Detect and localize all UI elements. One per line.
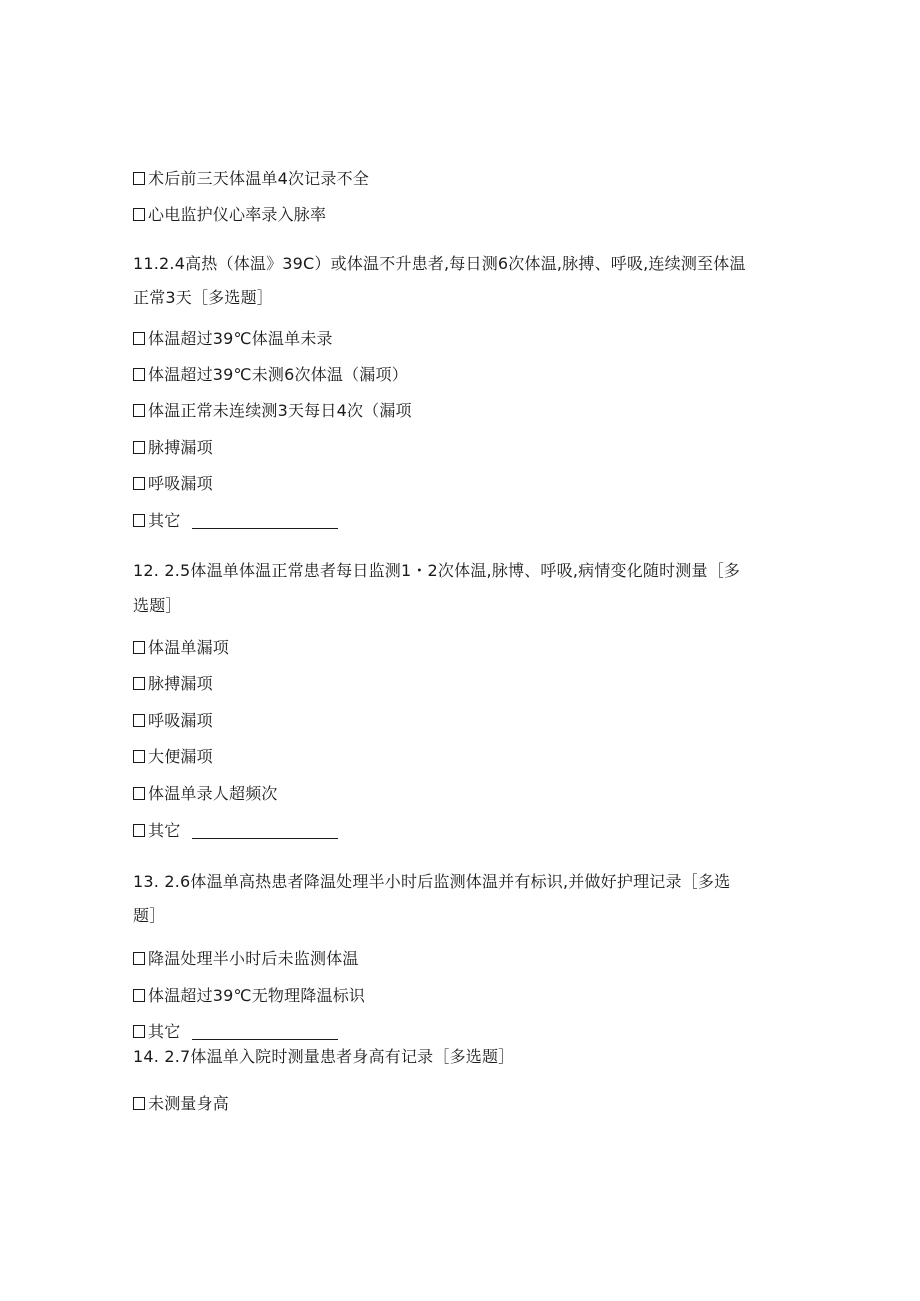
checkbox-icon[interactable] bbox=[133, 952, 145, 965]
checkbox-option[interactable] bbox=[133, 169, 369, 189]
checkbox-icon[interactable] bbox=[133, 332, 145, 345]
option-label: 降温处理半小时后未监测体温 bbox=[148, 949, 359, 968]
question-title: 11.2.4高热（体温》39C）或体温不升患者,每日测6次体温,脉搏、呼吸,连续测至体温 bbox=[133, 254, 746, 273]
other-input-field[interactable] bbox=[192, 514, 338, 529]
checkbox-option-other[interactable] bbox=[133, 511, 338, 531]
question-title: 14. 2.7体温单入院时测量患者身高有记录［多选题］ bbox=[133, 1047, 515, 1066]
option-label: 体温超过39℃体温单未录 bbox=[148, 329, 333, 348]
checkbox-icon[interactable] bbox=[133, 989, 145, 1002]
checkbox-option[interactable] bbox=[133, 365, 408, 385]
checkbox-icon[interactable] bbox=[133, 787, 145, 800]
question-title-cont: 选题］ bbox=[133, 596, 182, 615]
other-input-field[interactable] bbox=[192, 824, 338, 839]
checkbox-icon[interactable] bbox=[133, 441, 145, 454]
checkbox-option-other[interactable] bbox=[133, 1022, 338, 1042]
question-title: 12. 2.5体温单体温正常患者每日监测1・2次体温,脉博、呼吸,病情变化随时测量［多 bbox=[133, 561, 741, 580]
question-title: 13. 2.6体温单高热患者降温处理半小时后监测体温并有标识,并做好护理记录［多选 bbox=[133, 872, 731, 891]
checkbox-icon[interactable] bbox=[133, 514, 145, 527]
checkbox-option[interactable] bbox=[133, 711, 213, 731]
option-label: 其它 bbox=[148, 821, 181, 840]
checkbox-icon[interactable] bbox=[133, 172, 145, 185]
checkbox-icon[interactable] bbox=[133, 824, 145, 837]
checkbox-option[interactable] bbox=[133, 949, 359, 969]
checkbox-icon[interactable] bbox=[133, 750, 145, 763]
option-label: 体温单录人超频次 bbox=[148, 784, 278, 803]
question-title-cont: 题］ bbox=[133, 906, 166, 925]
option-label: 体温超过39℃未测6次体温（漏项） bbox=[148, 365, 408, 384]
option-label: 术后前三天体温单4次记录不全 bbox=[148, 169, 369, 188]
option-label: 脉搏漏项 bbox=[148, 438, 213, 457]
checkbox-option[interactable] bbox=[133, 474, 213, 494]
checkbox-option[interactable] bbox=[133, 674, 213, 694]
checkbox-option[interactable] bbox=[133, 1094, 229, 1114]
option-label: 大便漏项 bbox=[148, 747, 213, 766]
checkbox-icon[interactable] bbox=[133, 641, 145, 654]
checkbox-option-other[interactable] bbox=[133, 821, 338, 841]
checkbox-option[interactable] bbox=[133, 986, 365, 1006]
checkbox-option[interactable] bbox=[133, 329, 333, 349]
checkbox-icon[interactable] bbox=[133, 404, 145, 417]
option-label: 体温单漏项 bbox=[148, 638, 230, 657]
checkbox-option[interactable] bbox=[133, 401, 412, 421]
other-input-field[interactable] bbox=[192, 1025, 338, 1040]
option-label: 体温超过39℃无物理降温标识 bbox=[148, 986, 366, 1005]
option-label: 其它 bbox=[148, 1022, 181, 1041]
option-label: 其它 bbox=[148, 511, 181, 530]
checkbox-option[interactable] bbox=[133, 784, 278, 804]
checkbox-icon[interactable] bbox=[133, 208, 145, 221]
option-label: 未测量身高 bbox=[148, 1094, 230, 1113]
checkbox-icon[interactable] bbox=[133, 714, 145, 727]
checkbox-option[interactable] bbox=[133, 747, 213, 767]
option-label: 心电监护仪心率录入脉率 bbox=[148, 205, 327, 224]
checkbox-icon[interactable] bbox=[133, 368, 145, 381]
option-label: 体温正常未连续测3天每日4次（漏项 bbox=[148, 401, 412, 420]
checkbox-option[interactable] bbox=[133, 205, 326, 225]
checkbox-icon[interactable] bbox=[133, 1097, 145, 1110]
option-label: 脉搏漏项 bbox=[148, 674, 213, 693]
checkbox-icon[interactable] bbox=[133, 677, 145, 690]
checkbox-option[interactable] bbox=[133, 638, 229, 658]
checkbox-option[interactable] bbox=[133, 438, 213, 458]
question-title-cont: 正常3天［多选题］ bbox=[133, 288, 273, 307]
checkbox-icon[interactable] bbox=[133, 477, 145, 490]
checkbox-icon[interactable] bbox=[133, 1025, 145, 1038]
option-label: 呼吸漏项 bbox=[148, 711, 213, 730]
option-label: 呼吸漏项 bbox=[148, 474, 213, 493]
